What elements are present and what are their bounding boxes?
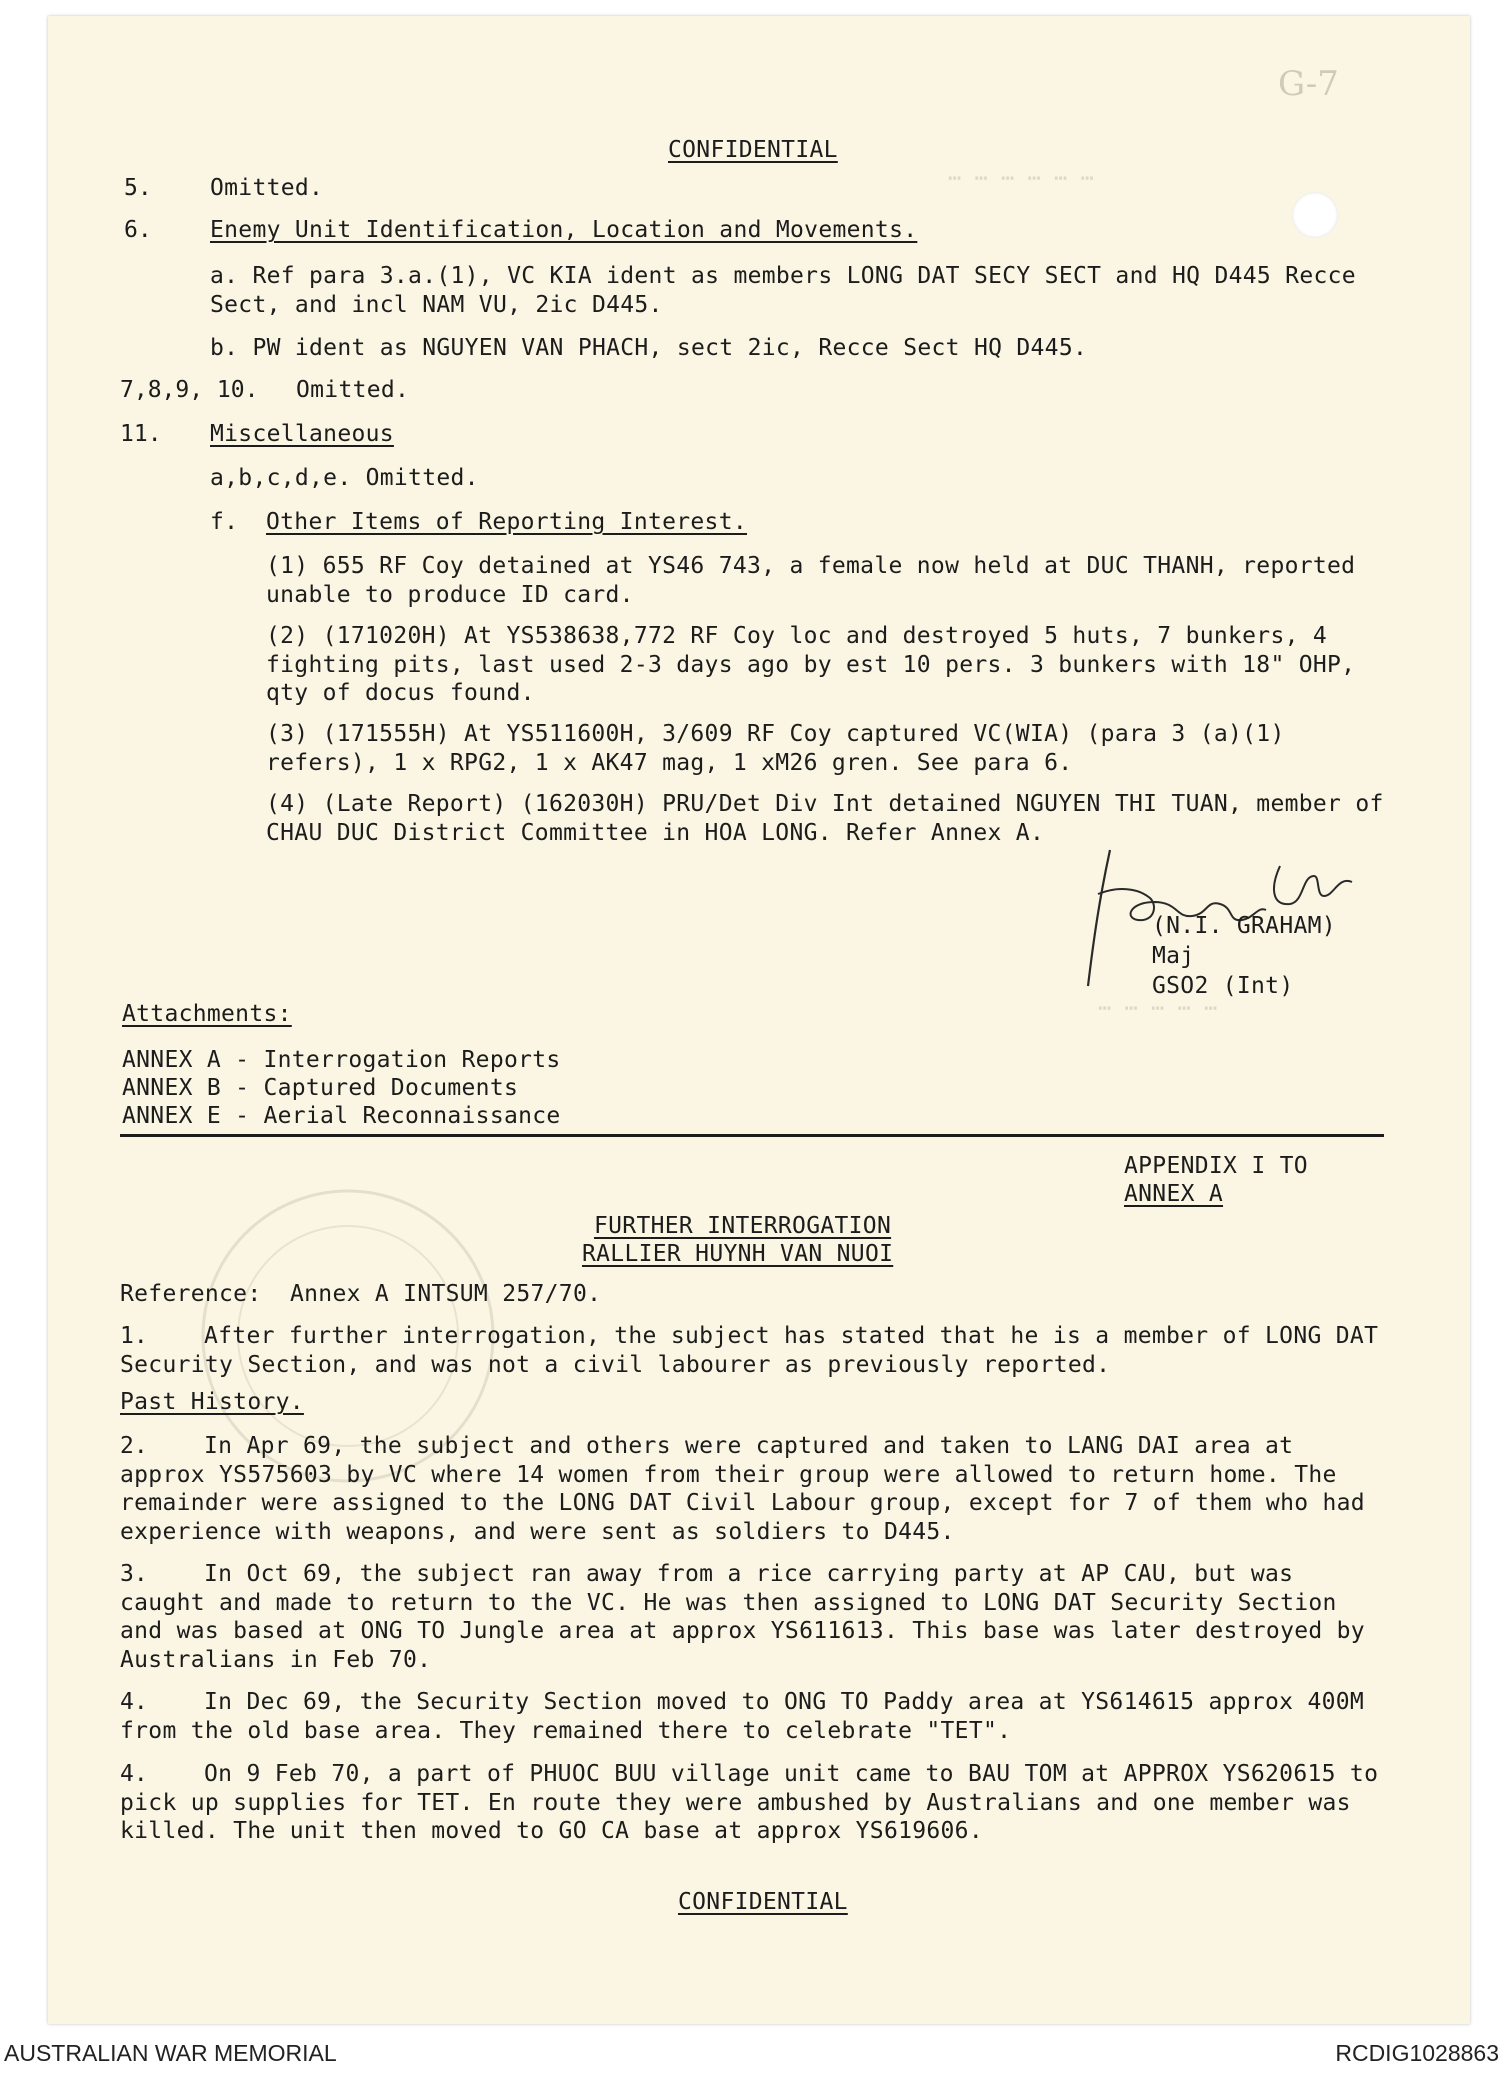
- appendix-ref-line1: APPENDIX I TO: [1124, 1153, 1308, 1179]
- reference-label: Reference:: [120, 1281, 262, 1307]
- signatory-name: (N.I. GRAHAM): [1152, 913, 1336, 939]
- appendix-title-line1: FURTHER INTERROGATION: [594, 1213, 892, 1239]
- appendix-title-line2: RALLIER HUYNH VAN NUOI: [582, 1241, 894, 1267]
- reporting-item-3: (3) (171555H) At YS511600H, 3/609 RF Coy captured VC(WIA) (para 3 (a)(1) refers), 1 x RPG2, 1 x AK47 mag, 1 xM26 gren. See para 6.: [266, 721, 1285, 776]
- past-history-heading: Past History.: [120, 1389, 304, 1415]
- appendix-para-3: In Oct 69, the subject ran away from a rice carrying party at AP CAU, but was caught and made to return to the VC. He was then assigned to LONG DAT Security Section and was based at ONG TO Jungle area at approx YS611613. This base was later destroyed by Australians in Feb 70.: [120, 1561, 1365, 1673]
- para-number: 5.: [124, 175, 152, 201]
- para-number: 3.: [120, 1561, 148, 1587]
- section-divider: [120, 1134, 1384, 1137]
- document-page: [48, 16, 1470, 2024]
- bottom-classification-heading: CONFIDENTIAL: [678, 1889, 848, 1915]
- punch-hole: [1292, 192, 1338, 238]
- para-6a: a. Ref para 3.a.(1), VC KIA ident as members LONG DAT SECY SECT and HQ D445 Recce Sect, and incl NAM VU, 2ic D445.: [210, 263, 1356, 318]
- bleed-through-text: ⋯ ⋯ ⋯ ⋯ ⋯: [1098, 996, 1218, 1021]
- para-11f-label: f.: [210, 509, 239, 535]
- signatory-appointment: GSO2 (Int): [1152, 973, 1294, 999]
- attachment-item: ANNEX A - Interrogation Reports: [122, 1047, 561, 1073]
- reporting-item-4: (4) (Late Report) (162030H) PRU/Det Div Int detained NGUYEN THI TUAN, member of CHAU DUC District Committee in HOA LONG. Refer Annex A.: [266, 791, 1384, 846]
- para-11-omitted: a,b,c,d,e. Omitted.: [210, 465, 479, 491]
- para-number: 4.: [120, 1761, 148, 1787]
- signatory-rank: Maj: [1152, 943, 1195, 969]
- para-6-heading: Enemy Unit Identification, Location and Movements.: [210, 217, 918, 243]
- attachment-item: ANNEX E - Aerial Reconnaissance: [122, 1103, 561, 1129]
- para-5-text: Omitted.: [210, 175, 324, 201]
- footer-record-id: RCDIG1028863: [1335, 2040, 1499, 2066]
- para-7-10-text: Omitted.: [296, 377, 410, 403]
- attachment-item: ANNEX B - Captured Documents: [122, 1075, 519, 1101]
- para-number: 4.: [120, 1689, 148, 1715]
- para-number: 2.: [120, 1433, 148, 1459]
- para-11f-heading: Other Items of Reporting Interest.: [266, 509, 748, 535]
- para-6b: b. PW ident as NGUYEN VAN PHACH, sect 2ic, Recce Sect HQ D445.: [210, 335, 1088, 361]
- reference-value: Annex A INTSUM 257/70.: [290, 1281, 602, 1307]
- para-number: 6.: [124, 217, 152, 243]
- appendix-para-4: In Dec 69, the Security Section moved to ONG TO Paddy area at YS614615 approx 400M from the old base area. They remained there to celebrate "TET".: [120, 1689, 1365, 1744]
- para-number: 11.: [120, 421, 162, 447]
- attachments-heading: Attachments:: [122, 1001, 292, 1027]
- appendix-para-1: After further interrogation, the subject has stated that he is a member of LONG DAT Security Section, and was not a civil labourer as previously reported.: [120, 1323, 1379, 1378]
- reporting-item-1: (1) 655 RF Coy detained at YS46 743, a female now held at DUC THANH, reported unable to produce ID card.: [266, 553, 1356, 608]
- para-number: 1.: [120, 1323, 148, 1349]
- pencil-page-mark: G-7: [1278, 64, 1339, 104]
- appendix-para-5: On 9 Feb 70, a part of PHUOC BUU village unit came to BAU TOM at APPROX YS620615 to pick up supplies for TET. En route they were ambushed by Australians and one member was killed. The unit then moved to GO CA base at approx YS619606.: [120, 1761, 1379, 1845]
- top-classification-heading: CONFIDENTIAL: [668, 137, 838, 163]
- bleed-through-text: ⋯ ⋯ ⋯ ⋯ ⋯ ⋯: [948, 166, 1094, 191]
- reporting-item-2: (2) (171020H) At YS538638,772 RF Coy loc and destroyed 5 huts, 7 bunkers, 4 fighting pits, last used 2-3 days ago by est 10 pers. 3 bunkers with 18" OHP, qty of docus found.: [266, 623, 1356, 707]
- footer-archive-label: AUSTRALIAN WAR MEMORIAL: [4, 2040, 337, 2066]
- appendix-para-2: In Apr 69, the subject and others were captured and taken to LANG DAI area at approx YS575603 by VC where 14 women from their group were allowed to return home. The remainder were assigned to the LONG DAT Civil Labour group, except for 7 of them who had experience with weapons, and were sent as soldiers to D445.: [120, 1433, 1365, 1545]
- para-11-heading: Miscellaneous: [210, 421, 394, 447]
- appendix-ref-line2: ANNEX A: [1124, 1181, 1224, 1207]
- para-number: 7,8,9, 10.: [120, 377, 259, 403]
